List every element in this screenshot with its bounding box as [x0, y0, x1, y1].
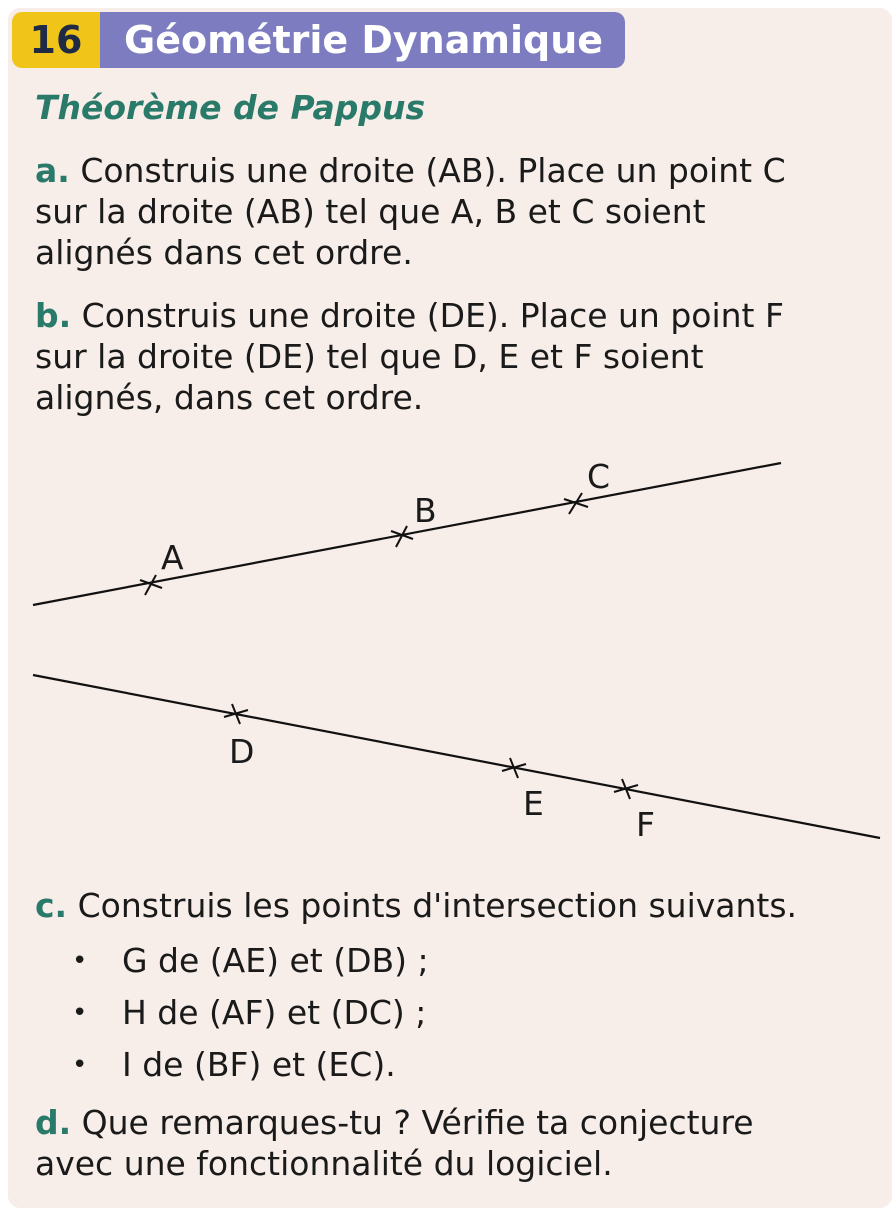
part-b-line-2: sur la droite (DE) tel que D, E et F soient — [35, 337, 704, 376]
point-e-cross — [502, 758, 526, 778]
exercise-title: Géométrie Dynamique — [100, 12, 625, 68]
part-b-line-1 — [35, 295, 863, 336]
point-d-label: D — [229, 732, 255, 771]
point-d-cross — [224, 704, 248, 724]
list-item-text: H de (AF) et (DC) ; — [122, 993, 427, 1032]
list-item — [72, 1039, 429, 1091]
point-e-label: E — [523, 784, 544, 823]
part-a-line-1 — [35, 150, 863, 191]
bullet-icon: • — [72, 946, 88, 976]
line-ab — [33, 463, 781, 605]
part-a-line-2: sur la droite (AB) tel que A, B et C soient — [35, 192, 706, 231]
list-item — [72, 935, 429, 987]
line-de — [33, 675, 880, 838]
part-d-line1-text: Que remarques-tu ? Vérifie ta conjecture — [81, 1103, 754, 1142]
part-d — [35, 1102, 863, 1184]
part-d-line-2: avec une fonctionnalité du logiciel. — [35, 1144, 613, 1183]
pappus-figure — [0, 430, 896, 860]
point-b-label: B — [414, 491, 437, 530]
point-f-cross — [614, 779, 638, 799]
part-b-line-3: alignés, dans cet ordre. — [35, 378, 424, 417]
point-c-label: C — [587, 457, 611, 496]
part-a-line1-text: Construis une droite (AB). Place un point C — [80, 151, 786, 190]
theorem-title: Théorème de Pappus — [35, 88, 426, 127]
part-c — [35, 885, 863, 926]
bullet-icon: • — [72, 998, 88, 1028]
exercise-number: 16 — [12, 12, 100, 68]
point-f-label: F — [636, 805, 655, 844]
point-a-label: A — [161, 538, 184, 577]
list-item-text: I de (BF) et (EC). — [122, 1045, 396, 1084]
part-b — [35, 295, 863, 418]
part-c-text: Construis les points d'intersection suivants. — [77, 886, 798, 925]
intersection-list — [72, 935, 429, 1091]
part-a — [35, 150, 863, 273]
exercise-header — [12, 12, 625, 68]
part-a-letter: a. — [35, 151, 70, 190]
part-d-line-1 — [35, 1102, 863, 1143]
part-b-line1-text: Construis une droite (DE). Place un point F — [81, 296, 784, 335]
part-a-line-3: alignés dans cet ordre. — [35, 233, 413, 272]
part-b-letter: b. — [35, 296, 72, 335]
part-d-letter: d. — [35, 1103, 72, 1142]
list-item-text: G de (AE) et (DB) ; — [122, 941, 429, 980]
part-c-letter: c. — [35, 886, 68, 925]
list-item — [72, 987, 429, 1039]
bullet-icon: • — [72, 1050, 88, 1080]
